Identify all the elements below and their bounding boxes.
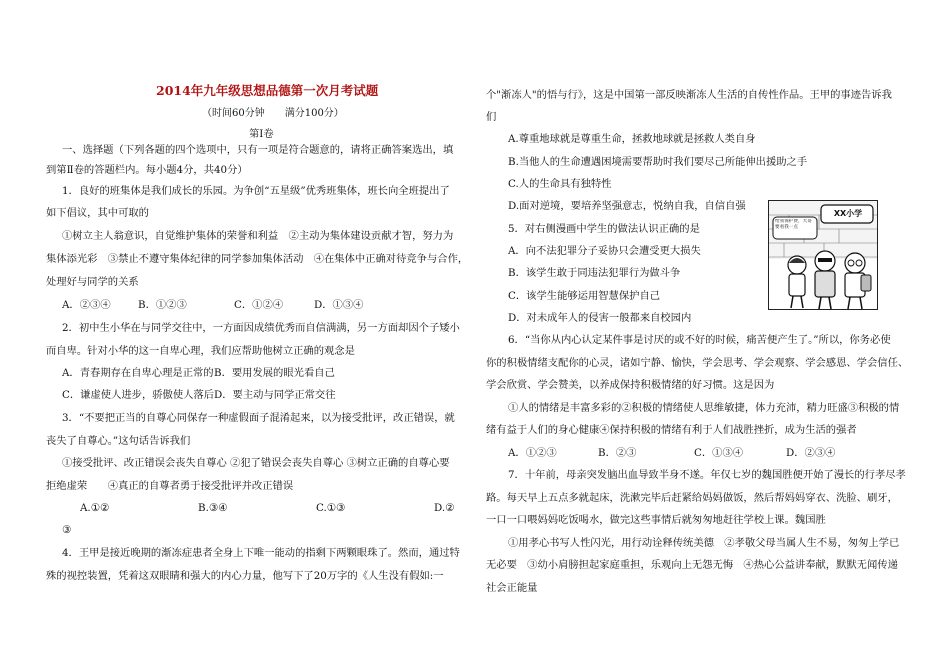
question-7-line2: 路。每天早上五点多就起床，洗漱完毕后赶紧给妈妈做饭，然后帮妈妈穿衣、洗脸、刷牙， (486, 492, 898, 504)
question-2-line2: 而自卑。针对小华的这一自卑心理，我们应帮助他树立正确的观念是 (46, 345, 355, 357)
question-4-option-c: C.人的生命具有独特性 (508, 178, 612, 190)
exam-title: 2014年九年级思想品德第一次月考试题 (156, 83, 379, 98)
question-5-option-d: D．对未成年人的侵害一般都来自校园内 (508, 312, 692, 324)
cartoon-speech-bubble: 给我保护费，大哥要看我一点 (775, 219, 812, 230)
question-1-line4: 集体添光彩 ③禁止不遵守集体纪律的同学参加集体活动 ④在集体中正确对待竞争与合作， (46, 253, 469, 265)
question-2-option-a: A．青春期存在自卑心理是正常的 (62, 367, 214, 379)
question-6-option-d: D．②③④ (786, 447, 836, 459)
question-5-stem: 5．对右侧漫画中学生的做法认识正确的是 (508, 223, 700, 235)
question-6-line3: 学会欣赏、学会赞美，以养成保持积极情绪的好习惯。这是因为 (486, 379, 775, 391)
question-3-line2: 丧失了自尊心。”这句话告诉我们 (46, 435, 191, 447)
question-1-option-d: D．①③④ (314, 299, 364, 311)
cartoon-school-sign: XX小学 (833, 209, 863, 218)
question-1-option-a: A．②③④ (62, 299, 111, 311)
question-3-option-b: B.③④ (198, 502, 228, 514)
question-4-option-a: A.尊重地球就是尊重生命，拯救地球就是拯救人类自身 (508, 133, 756, 145)
question-6-option-b: B．②③ (598, 447, 637, 459)
question-2-option-b: B．要用发展的眼光看自己 (214, 367, 335, 379)
question-4-line4: 们 (486, 111, 497, 123)
question-7-line4: ①用孝心书写人性闪光，用行动诠释传统美德 ②孝敬父母当属人生不易，匆匆上学已 (508, 537, 900, 549)
question-5-option-b: B．该学生敢于同违法犯罪行为做斗争 (508, 267, 681, 279)
question-6-line2: 你的积极情绪支配你的心灵，诸如宁静、愉快，学会思考、学会观察、学会感恩、学会信任、 (486, 357, 909, 369)
question-2-option-d: D．要主动与同学正常交往 (214, 389, 336, 401)
cartoon-illustration (768, 200, 878, 310)
volume-heading: 第Ⅰ卷 (249, 128, 274, 140)
question-7-line3: 一口一口喂妈妈吃饭喝水，做完这些事情后就匆匆地赶往学校上课。魏国胜 (486, 514, 826, 526)
question-6-line5: 绪有益于人们的身心健康④保持积极的情绪有利于人们战胜挫折，成为生活的强者 (486, 424, 857, 436)
question-3-option-c: C.①③ (316, 502, 346, 514)
question-6-line4: ①人的情绪是丰富多彩的②积极的情绪使人思维敏捷，体力充沛，精力旺盛③积极的情 (508, 402, 900, 414)
question-1-option-b: B．①②③ (138, 299, 187, 311)
question-2-line1: 2．初中生小华在与同学交往中，一方面因成绩优秀而自信满满，另一方面却因个子矮小 (62, 322, 460, 334)
exam-subtitle: （时间60分钟 满分100分） (202, 108, 344, 119)
question-7-line1: 7．十年前，母亲突发脑出血导致半身不遂。年仅七岁的魏国胜便开始了漫长的行孝尽孝 (508, 469, 906, 481)
question-4-line2: 殊的视控装置，凭着这双眼睛和强大的内心力量，他写下了20万字的《人生没有假如:一 (46, 570, 444, 582)
question-3-option-d: D.② (434, 502, 455, 514)
question-4-line1: 4．王甲是接近晚期的渐冻症患者全身上下唯一能动的指剩下两颗眼珠了。然而，通过特 (62, 547, 460, 559)
section-instruction-line2: 到第Ⅱ卷的答题栏内。每小题4分，共40分） (46, 164, 248, 176)
question-4-option-d: D.面对逆境，要培养坚强意志，悦纳自我，自信自强 (508, 200, 746, 212)
section-instruction-line1: 一、选择题（下列各题的四个选项中，只有一项是符合题意的，请将正确答案选出，填 (62, 144, 454, 156)
question-2-option-c: C．谦虚使人进步，骄傲使人落后 (62, 389, 215, 401)
question-3-option-a: A.①② (80, 502, 110, 514)
question-6-option-a: A．①②③ (508, 447, 557, 459)
question-1-line3: ①树立主人翁意识，自觉维护集体的荣誉和利益 ②主动为集体建设贡献才智，努力为 (62, 230, 454, 242)
question-7-line5: 无必要 ③幼小肩膀担起家庭重担，乐观向上无怨无悔 ④热心公益讲奉献，默默无闻传递 (486, 559, 898, 571)
question-5-option-a: A．向不法犯罪分子妥协只会遭受更大损失 (508, 245, 701, 257)
question-6-option-c: C．①③④ (694, 447, 744, 459)
question-1-line1: 1．良好的班集体是我们成长的乐园。为争创“五星级”优秀班集体，班长向全班提出了 (62, 185, 450, 197)
question-4-option-b: B.当他人的生命遭遇困境需要帮助时我们要尽己所能伸出援助之手 (508, 156, 808, 168)
question-5-option-c: C．该学生能够运用智慧保护自己 (508, 290, 661, 302)
question-3-line1: 3．“不要把正当的自尊心同保存一种虚假面子混淆起来，以为接受批评，改正错误，就 (62, 412, 455, 424)
question-4-line3: 个"渐冻人"的悟与行》，这是中国第一部反映渐冻人生活的自传性作品。王甲的事迹告诉我 (486, 89, 892, 101)
question-3-line3: ①接受批评、改正错误会丧失自尊心 ②犯了错误会丧失自尊心 ③树立正确的自尊心要 (62, 457, 450, 469)
question-7-line6: 社会正能量 (486, 582, 538, 594)
question-1-option-c: C．①②④ (234, 299, 284, 311)
question-3-line4: 拒绝虚荣 ④真正的自尊者勇于接受批评并改正错误 (46, 480, 294, 492)
question-3-option-wrap: ③ (62, 524, 72, 536)
question-1-line5: 处理好与同学的关系 (46, 276, 139, 288)
question-1-line2: 如下倡议，其中可取的 (46, 207, 149, 219)
question-6-line1: 6．“当你从内心认定某件事是讨厌的或不好的时候，痛苦便产生了。”所以，你务必使 (508, 334, 891, 346)
